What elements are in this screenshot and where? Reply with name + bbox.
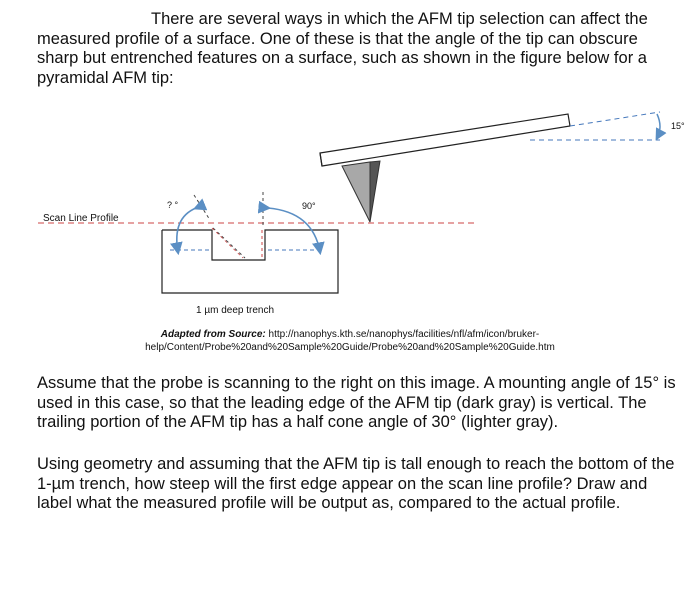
scan-line-label: Scan Line Profile	[43, 213, 119, 224]
trench-profile	[162, 230, 338, 293]
source-url: http://nanophys.kth.se/nanophys/facilities/nfl/afm/icon/bruker-help/Content/Probe%20and%20Sample%20Guide/Probe%20and%20Sample%20Guide.htm	[145, 329, 555, 353]
afm-diagram	[0, 100, 700, 360]
mount-angle-arc	[657, 114, 660, 138]
tip-dark-face	[370, 161, 380, 222]
unknown-angle-label: ? °	[167, 200, 179, 210]
figure-source	[0, 328, 700, 354]
tilt-reference-line	[570, 112, 660, 126]
intro-paragraph: There are several ways in which the AFM tip selection can affect the measured profile of a surface. One of these is that the angle of the tip can obscure sharp but entrenched features on a surface, such as shown in the figure below for a pyramidal AFM tip:	[37, 10, 648, 87]
afm-figure	[0, 100, 700, 360]
question-paragraph: Using geometry and assuming that the AFM tip is tall enough to reach the bottom of the 1-µm trench, how steep will the first edge appear on the scan line profile? Draw and label what the measured profile will be output as, compared to the actual profile.	[37, 455, 675, 512]
right-angle-label: 90°	[302, 201, 316, 211]
trench-label: 1 µm deep trench	[196, 305, 275, 316]
mount-angle-label: 15°	[671, 121, 685, 131]
tip-light-face	[342, 162, 370, 222]
source-prefix: Adapted from Source:	[160, 329, 266, 340]
assumption-paragraph: Assume that the probe is scanning to the right on this image. A mounting angle of 15° is used in this case, so that the leading edge of the AFM tip (dark gray) is vertical. The trailing portion of the AFM tip has a half cone angle of 30° (lighter gray).	[37, 374, 676, 431]
